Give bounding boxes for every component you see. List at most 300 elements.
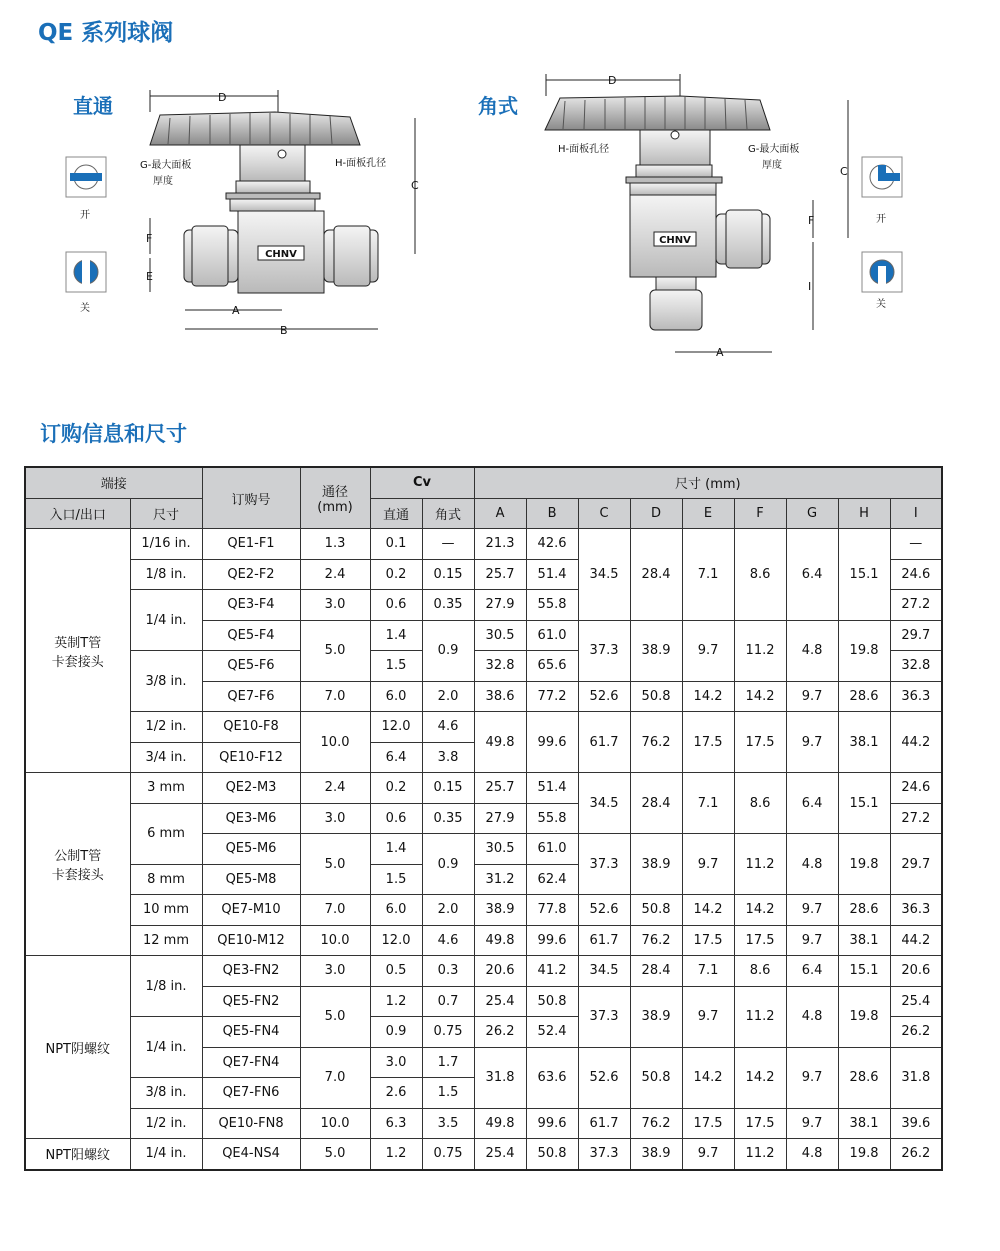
header-end: 端接: [25, 467, 202, 498]
dim-e-cell: 7.1: [682, 956, 734, 987]
dim-a-cell: 38.6: [474, 681, 526, 712]
dim-i-cell: 44.2: [890, 712, 942, 773]
size-cell: 1/4 in.: [130, 590, 202, 651]
dim-a-cell: 25.7: [474, 773, 526, 804]
dim-b-cell: 55.8: [526, 590, 578, 621]
dim-c-cell: 61.7: [578, 925, 630, 956]
cv-angle-cell: 3.8: [422, 742, 474, 773]
dim-c-cell: 34.5: [578, 529, 630, 621]
size-cell: 3/4 in.: [130, 742, 202, 773]
header-dim: 尺寸 (mm): [474, 467, 942, 498]
group-name: [25, 773, 130, 956]
angle-valve-drawing: [545, 96, 770, 330]
bore-cell: 5.0: [300, 620, 370, 681]
page-title: QE 系列球阀: [38, 20, 174, 46]
cv-angle-cell: 0.75: [422, 1017, 474, 1048]
angle-heading: 角式: [478, 94, 518, 118]
dim-c-cell: 37.3: [578, 986, 630, 1047]
dim-h-cell: 28.6: [838, 681, 890, 712]
straight-close-icon: [66, 252, 106, 292]
dim-b-cell: 51.4: [526, 773, 578, 804]
table-row: [25, 1139, 942, 1170]
dim-g-cell: 6.4: [786, 773, 838, 834]
dim-b-cell: 62.4: [526, 864, 578, 895]
order-heading: 订购信息和尺寸: [40, 422, 187, 446]
angle-open-icon: [862, 157, 902, 197]
header-i: I: [890, 498, 942, 529]
order-cell: QE10-F8: [202, 712, 300, 743]
bore-cell: 7.0: [300, 1047, 370, 1108]
dim-a-cell: 31.8: [474, 1047, 526, 1108]
dim-g-cell: 6.4: [786, 529, 838, 621]
size-cell: 3 mm: [130, 773, 202, 804]
dim-f-cell: 11.2: [734, 986, 786, 1047]
bore-cell: 2.4: [300, 559, 370, 590]
straight-dim-e: E: [146, 270, 153, 283]
angle-brand: CHNV: [659, 235, 691, 246]
bore-cell: 5.0: [300, 986, 370, 1047]
dim-i-cell: 24.6: [890, 559, 942, 590]
cv-straight-cell: 0.6: [370, 590, 422, 621]
order-cell: QE5-F6: [202, 651, 300, 682]
cv-straight-cell: 0.1: [370, 529, 422, 560]
size-cell: 8 mm: [130, 864, 202, 895]
cv-angle-cell: 4.6: [422, 925, 474, 956]
dim-g-cell: 9.7: [786, 895, 838, 926]
dim-b-cell: 65.6: [526, 651, 578, 682]
size-cell: 3/8 in.: [130, 1078, 202, 1109]
order-cell: QE7-M10: [202, 895, 300, 926]
dim-c-cell: 37.3: [578, 1139, 630, 1170]
dim-g-cell: 9.7: [786, 1047, 838, 1108]
dim-b-cell: 99.6: [526, 712, 578, 773]
dim-i-cell: 39.6: [890, 1108, 942, 1139]
cv-angle-cell: 0.9: [422, 620, 474, 681]
header-size: 尺寸: [130, 498, 202, 529]
size-cell: 12 mm: [130, 925, 202, 956]
size-cell: 10 mm: [130, 895, 202, 926]
group-name: NPT阴螺纹: [25, 956, 130, 1139]
dim-b-cell: 63.6: [526, 1047, 578, 1108]
straight-dim-b: B: [280, 324, 288, 337]
order-cell: QE4-NS4: [202, 1139, 300, 1170]
bore-cell: 10.0: [300, 925, 370, 956]
dim-a-cell: 49.8: [474, 1108, 526, 1139]
straight-close-label: 关: [80, 303, 90, 314]
dim-i-cell: 27.2: [890, 590, 942, 621]
cv-straight-cell: 1.2: [370, 986, 422, 1017]
cv-angle-cell: 1.5: [422, 1078, 474, 1109]
order-cell: QE7-FN4: [202, 1047, 300, 1078]
dim-b-cell: 77.8: [526, 895, 578, 926]
order-cell: QE3-F4: [202, 590, 300, 621]
straight-valve-drawing: [150, 112, 378, 293]
dim-a-cell: 30.5: [474, 834, 526, 865]
dim-c-cell: 61.7: [578, 1108, 630, 1139]
dim-f-cell: 11.2: [734, 834, 786, 895]
dim-i-cell: 25.4: [890, 986, 942, 1017]
cv-angle-cell: 0.3: [422, 956, 474, 987]
cv-straight-cell: 3.0: [370, 1047, 422, 1078]
dim-i-cell: 44.2: [890, 925, 942, 956]
dim-a-cell: 25.4: [474, 1139, 526, 1170]
dim-h-cell: 19.8: [838, 834, 890, 895]
size-cell: 1/2 in.: [130, 712, 202, 743]
straight-dim-f: F: [146, 232, 153, 245]
cv-angle-cell: 3.5: [422, 1108, 474, 1139]
group-name: NPT阳螺纹: [25, 1139, 130, 1170]
size-cell: 1/4 in.: [130, 1139, 202, 1170]
dim-h-cell: 38.1: [838, 1108, 890, 1139]
group-name-line: 公制T管: [54, 849, 102, 864]
cv-straight-cell: 0.2: [370, 773, 422, 804]
cv-straight-cell: 6.0: [370, 895, 422, 926]
dim-h-cell: 19.8: [838, 620, 890, 681]
dim-e-cell: 17.5: [682, 925, 734, 956]
dim-g-cell: 4.8: [786, 620, 838, 681]
header-angle: 角式: [422, 498, 474, 529]
header-g: G: [786, 498, 838, 529]
dim-h-cell: 28.6: [838, 1047, 890, 1108]
dim-b-cell: 55.8: [526, 803, 578, 834]
cv-straight-cell: 12.0: [370, 712, 422, 743]
dim-c-cell: 52.6: [578, 681, 630, 712]
dim-d-cell: 38.9: [630, 1139, 682, 1170]
size-cell: 1/8 in.: [130, 956, 202, 1017]
dim-i-cell: 31.8: [890, 1047, 942, 1108]
order-cell: QE10-FN8: [202, 1108, 300, 1139]
size-cell: 6 mm: [130, 803, 202, 864]
dim-b-cell: 99.6: [526, 1108, 578, 1139]
size-cell: 1/8 in.: [130, 559, 202, 590]
cv-straight-cell: 1.4: [370, 620, 422, 651]
size-cell: 1/16 in.: [130, 529, 202, 560]
dim-b-cell: 50.8: [526, 1139, 578, 1170]
order-cell: QE5-FN4: [202, 1017, 300, 1048]
group-name-line: 卡套接头: [51, 654, 104, 670]
dim-c-cell: 34.5: [578, 773, 630, 834]
straight-g-label: G-最大面板: [140, 160, 192, 171]
order-cell: QE3-M6: [202, 803, 300, 834]
angle-dim-d: D: [608, 74, 617, 87]
dim-h-cell: 15.1: [838, 773, 890, 834]
dim-h-cell: 15.1: [838, 956, 890, 987]
size-cell: 3/8 in.: [130, 651, 202, 712]
dim-a-cell: 25.7: [474, 559, 526, 590]
dim-e-cell: 14.2: [682, 1047, 734, 1108]
table-row: [25, 925, 942, 956]
order-cell: QE3-FN2: [202, 956, 300, 987]
dim-a-cell: 26.2: [474, 1017, 526, 1048]
dim-d-cell: 76.2: [630, 925, 682, 956]
cv-angle-cell: 0.15: [422, 559, 474, 590]
angle-dim-c: C: [840, 165, 848, 178]
cv-angle-cell: 0.15: [422, 773, 474, 804]
dim-f-cell: 14.2: [734, 1047, 786, 1108]
dim-f-cell: 8.6: [734, 529, 786, 621]
cv-angle-cell: 1.7: [422, 1047, 474, 1078]
dim-g-cell: 9.7: [786, 1108, 838, 1139]
dim-b-cell: 42.6: [526, 529, 578, 560]
dim-g-cell: 6.4: [786, 956, 838, 987]
header-d: D: [630, 498, 682, 529]
header-row-1: [25, 467, 942, 498]
cv-angle-cell: 0.9: [422, 834, 474, 895]
header-f: F: [734, 498, 786, 529]
dim-b-cell: 51.4: [526, 559, 578, 590]
dim-d-cell: 38.9: [630, 834, 682, 895]
group-name-line: 卡套接头: [51, 868, 104, 883]
dim-i-cell: 27.2: [890, 803, 942, 834]
dim-d-cell: 50.8: [630, 681, 682, 712]
dim-f-cell: 8.6: [734, 773, 786, 834]
straight-dim-d: D: [218, 91, 227, 104]
order-cell: QE5-M8: [202, 864, 300, 895]
cv-straight-cell: 12.0: [370, 925, 422, 956]
cv-straight-cell: 0.2: [370, 559, 422, 590]
header-a: A: [474, 498, 526, 529]
header-bore-unit: (mm): [317, 500, 353, 515]
dim-a-cell: 20.6: [474, 956, 526, 987]
dim-c-cell: 52.6: [578, 895, 630, 926]
dim-b-cell: 77.2: [526, 681, 578, 712]
straight-g-label-2: 厚度: [153, 176, 173, 187]
cv-angle-cell: 0.7: [422, 986, 474, 1017]
cv-straight-cell: 1.4: [370, 834, 422, 865]
dim-d-cell: 28.4: [630, 529, 682, 621]
cv-angle-cell: 0.35: [422, 803, 474, 834]
dim-g-cell: 4.8: [786, 834, 838, 895]
bore-cell: 3.0: [300, 956, 370, 987]
valve-diagrams: [0, 60, 1000, 370]
dim-f-cell: 17.5: [734, 712, 786, 773]
cv-straight-cell: 6.0: [370, 681, 422, 712]
cv-angle-cell: 2.0: [422, 895, 474, 926]
dim-c-cell: 37.3: [578, 620, 630, 681]
angle-dim-a: A: [716, 346, 724, 359]
dim-i-cell: 26.2: [890, 1139, 942, 1170]
angle-close-icon: [862, 252, 902, 292]
order-cell: QE2-M3: [202, 773, 300, 804]
bore-cell: 3.0: [300, 590, 370, 621]
dim-e-cell: 9.7: [682, 620, 734, 681]
dim-g-cell: 4.8: [786, 986, 838, 1047]
header-c: C: [578, 498, 630, 529]
table-row: [25, 895, 942, 926]
dim-a-cell: 30.5: [474, 620, 526, 651]
dim-a-cell: 21.3: [474, 529, 526, 560]
straight-dim-c: C: [411, 179, 419, 192]
straight-open-icon: [66, 157, 106, 197]
dim-e-cell: 7.1: [682, 529, 734, 621]
dim-b-cell: 99.6: [526, 925, 578, 956]
table-row: [25, 529, 942, 560]
dim-h-cell: 19.8: [838, 1139, 890, 1170]
cv-angle-cell: 0.75: [422, 1139, 474, 1170]
cv-straight-cell: 0.5: [370, 956, 422, 987]
table-row: [25, 712, 942, 743]
dim-c-cell: 52.6: [578, 1047, 630, 1108]
dim-i-cell: —: [890, 529, 942, 560]
dim-b-cell: 50.8: [526, 986, 578, 1017]
dim-a-cell: 49.8: [474, 925, 526, 956]
dim-a-cell: 32.8: [474, 651, 526, 682]
header-bore: [300, 467, 370, 529]
angle-dim-f: F: [808, 214, 815, 227]
header-cv: Cv: [370, 467, 474, 498]
dim-i-cell: 20.6: [890, 956, 942, 987]
angle-close-label: 关: [876, 299, 886, 310]
cv-straight-cell: 6.4: [370, 742, 422, 773]
dim-e-cell: 9.7: [682, 834, 734, 895]
order-cell: QE1-F1: [202, 529, 300, 560]
dim-d-cell: 50.8: [630, 1047, 682, 1108]
dim-b-cell: 61.0: [526, 620, 578, 651]
dim-a-cell: 25.4: [474, 986, 526, 1017]
dim-i-cell: 24.6: [890, 773, 942, 804]
group-name-line: 英制T管: [54, 635, 102, 651]
cv-straight-cell: 0.9: [370, 1017, 422, 1048]
dim-d-cell: 76.2: [630, 712, 682, 773]
dim-i-cell: 29.7: [890, 834, 942, 895]
spec-table: [24, 466, 943, 1171]
table-row: [25, 956, 942, 987]
cv-angle-cell: —: [422, 529, 474, 560]
dim-i-cell: 26.2: [890, 1017, 942, 1048]
cv-angle-cell: 4.6: [422, 712, 474, 743]
order-cell: QE10-M12: [202, 925, 300, 956]
dim-a-cell: 27.9: [474, 590, 526, 621]
dim-d-cell: 38.9: [630, 986, 682, 1047]
dim-d-cell: 28.4: [630, 956, 682, 987]
cv-straight-cell: 2.6: [370, 1078, 422, 1109]
straight-dim-a: A: [232, 304, 240, 317]
size-cell: 1/4 in.: [130, 1017, 202, 1078]
dim-a-cell: 27.9: [474, 803, 526, 834]
dim-f-cell: 17.5: [734, 925, 786, 956]
table-row: [25, 773, 942, 804]
dim-e-cell: 14.2: [682, 681, 734, 712]
dim-a-cell: 49.8: [474, 712, 526, 773]
bore-cell: 7.0: [300, 681, 370, 712]
dim-f-cell: 11.2: [734, 1139, 786, 1170]
order-cell: QE5-M6: [202, 834, 300, 865]
dim-f-cell: 14.2: [734, 895, 786, 926]
dim-e-cell: 17.5: [682, 712, 734, 773]
dim-c-cell: 34.5: [578, 956, 630, 987]
bore-cell: 2.4: [300, 773, 370, 804]
dim-g-cell: 4.8: [786, 1139, 838, 1170]
bore-cell: 10.0: [300, 1108, 370, 1139]
cv-angle-cell: 2.0: [422, 681, 474, 712]
dim-b-cell: 61.0: [526, 834, 578, 865]
dim-a-cell: 38.9: [474, 895, 526, 926]
dim-i-cell: 32.8: [890, 651, 942, 682]
header-e: E: [682, 498, 734, 529]
straight-heading: 直通: [73, 94, 113, 118]
dim-e-cell: 9.7: [682, 986, 734, 1047]
dim-b-cell: 52.4: [526, 1017, 578, 1048]
dim-h-cell: 28.6: [838, 895, 890, 926]
angle-dim-i: I: [808, 280, 812, 293]
cv-straight-cell: 1.5: [370, 651, 422, 682]
dim-e-cell: 17.5: [682, 1108, 734, 1139]
dim-e-cell: 14.2: [682, 895, 734, 926]
table-row: [25, 1108, 942, 1139]
dim-b-cell: 41.2: [526, 956, 578, 987]
order-cell: QE7-FN6: [202, 1078, 300, 1109]
order-cell: QE2-F2: [202, 559, 300, 590]
angle-h-label: H-面板孔径: [558, 144, 610, 155]
dim-h-cell: 38.1: [838, 712, 890, 773]
bore-cell: 5.0: [300, 1139, 370, 1170]
dim-g-cell: 9.7: [786, 712, 838, 773]
dim-f-cell: 8.6: [734, 956, 786, 987]
dim-h-cell: 15.1: [838, 529, 890, 621]
header-h: H: [838, 498, 890, 529]
angle-open-label: 开: [876, 214, 886, 225]
cv-straight-cell: 1.2: [370, 1139, 422, 1170]
dim-i-cell: 36.3: [890, 681, 942, 712]
dim-h-cell: 38.1: [838, 925, 890, 956]
header-row-2: [25, 498, 942, 529]
straight-h-label: H-面板孔径: [335, 158, 387, 169]
cv-straight-cell: 6.3: [370, 1108, 422, 1139]
dim-a-cell: 31.2: [474, 864, 526, 895]
header-b: B: [526, 498, 578, 529]
bore-cell: 1.3: [300, 529, 370, 560]
group-name: [25, 529, 130, 773]
header-inout: 入口/出口: [25, 498, 130, 529]
order-cell: QE10-F12: [202, 742, 300, 773]
dim-c-cell: 37.3: [578, 834, 630, 895]
dim-f-cell: 14.2: [734, 681, 786, 712]
angle-g-label-2: 厚度: [762, 160, 782, 171]
bore-cell: 5.0: [300, 834, 370, 895]
size-cell: 1/2 in.: [130, 1108, 202, 1139]
dim-c-cell: 61.7: [578, 712, 630, 773]
cv-angle-cell: 0.35: [422, 590, 474, 621]
dim-h-cell: 19.8: [838, 986, 890, 1047]
dim-f-cell: 17.5: [734, 1108, 786, 1139]
bore-cell: 7.0: [300, 895, 370, 926]
header-straight: 直通: [370, 498, 422, 529]
order-cell: QE5-FN2: [202, 986, 300, 1017]
dim-i-cell: 29.7: [890, 620, 942, 651]
dim-d-cell: 28.4: [630, 773, 682, 834]
dim-g-cell: 9.7: [786, 681, 838, 712]
dim-e-cell: 9.7: [682, 1139, 734, 1170]
dim-d-cell: 38.9: [630, 620, 682, 681]
order-cell: QE7-F6: [202, 681, 300, 712]
angle-g-label: G-最大面板: [748, 144, 800, 155]
dim-d-cell: 50.8: [630, 895, 682, 926]
dim-i-cell: 36.3: [890, 895, 942, 926]
cv-straight-cell: 1.5: [370, 864, 422, 895]
straight-brand: CHNV: [265, 249, 297, 260]
header-order: 订购号: [202, 467, 300, 529]
dim-g-cell: 9.7: [786, 925, 838, 956]
bore-cell: 10.0: [300, 712, 370, 773]
dim-f-cell: 11.2: [734, 620, 786, 681]
dim-e-cell: 7.1: [682, 773, 734, 834]
straight-open-label: 开: [80, 210, 90, 221]
header-bore-label: 通径: [322, 485, 349, 500]
dim-d-cell: 76.2: [630, 1108, 682, 1139]
cv-straight-cell: 0.6: [370, 803, 422, 834]
bore-cell: 3.0: [300, 803, 370, 834]
order-cell: QE5-F4: [202, 620, 300, 651]
